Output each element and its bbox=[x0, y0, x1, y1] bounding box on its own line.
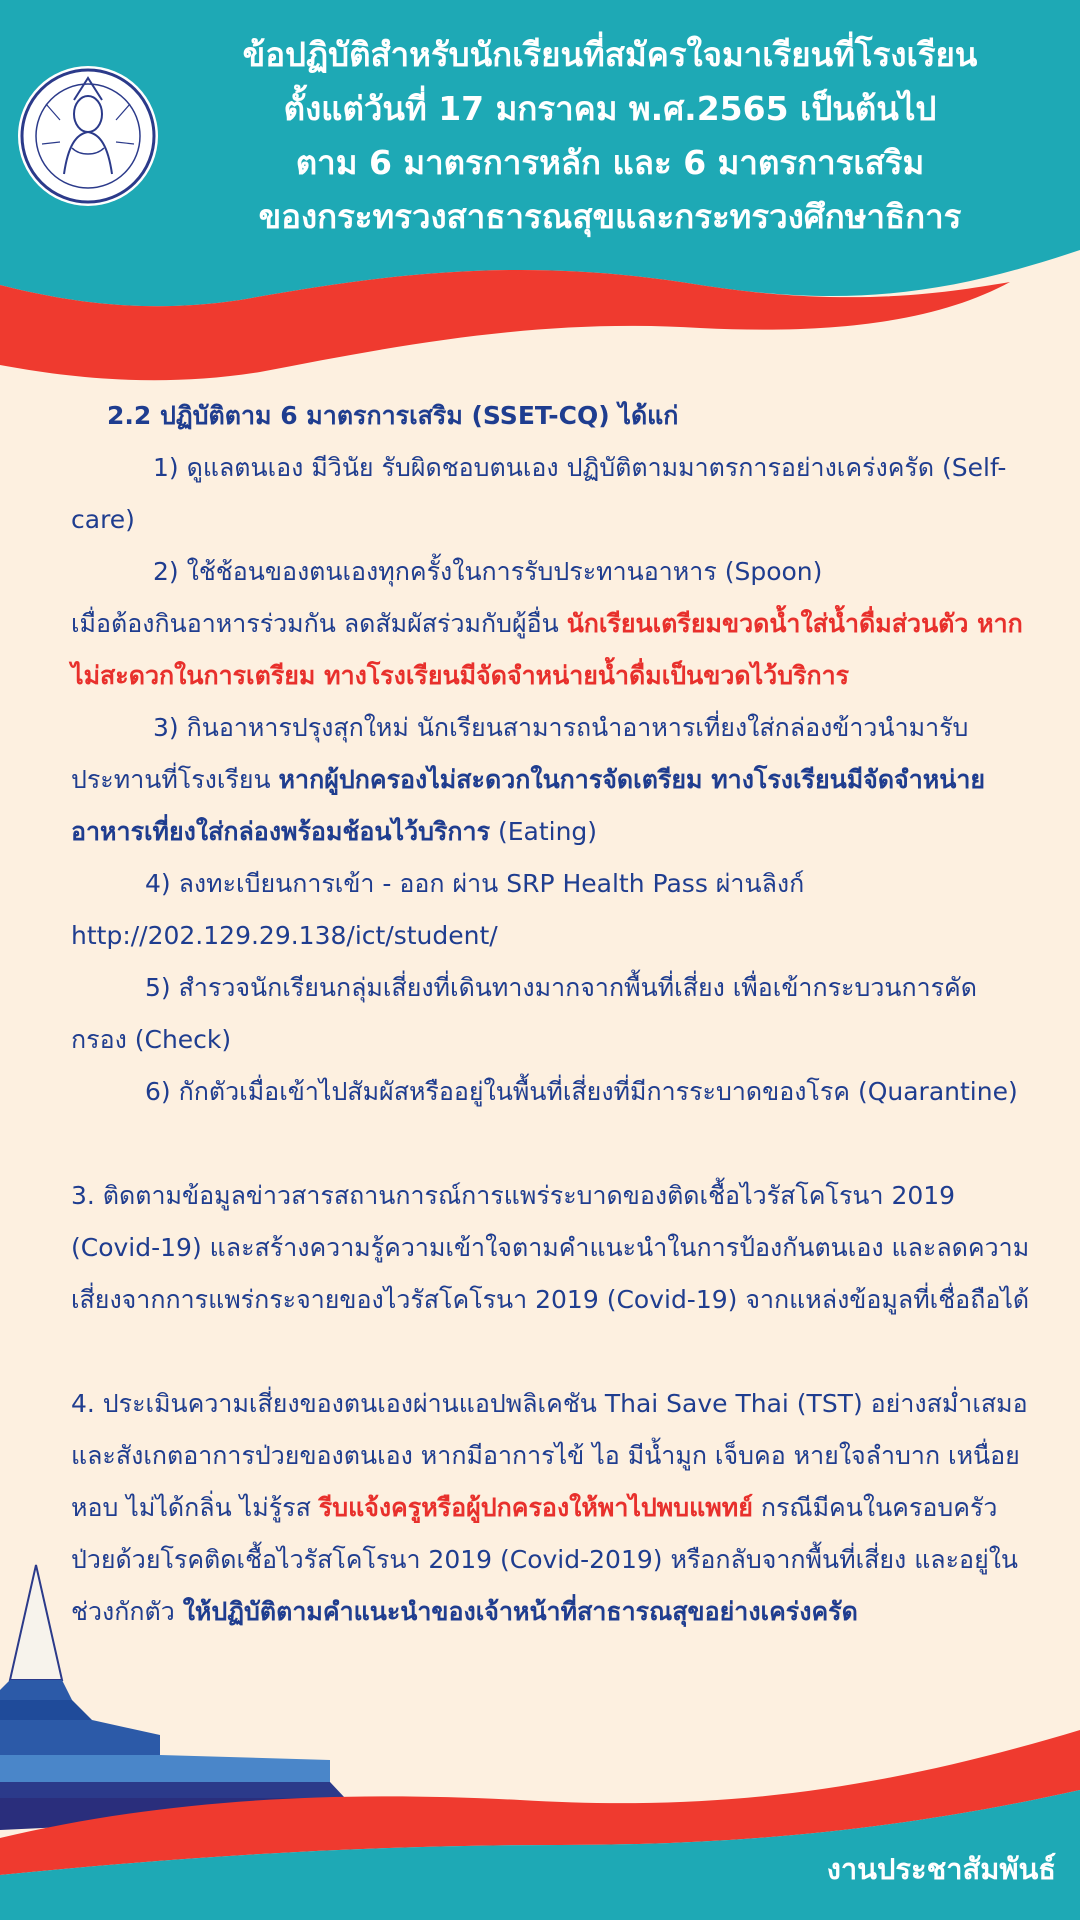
page-title bbox=[160, 28, 1060, 244]
section-4-text-a: 4. ประเมินความเสี่ยงของตนเองผ่านแอปพลิเคชัน Thai Save Thai (TST) อย่างสม่ำเสมอ และสังเกตอาการป่วยของตนเอง หากมีอาการไข้ ไอ มีน้ำมูก เจ็บคอ หายใจลำบาก เหนื่อยหอบ ไม่ได้กลิ่น ไม่รู้รส bbox=[71, 1389, 1028, 1522]
measure-3-highlight: หากผู้ปกครองไม่สะดวกในการจัดเตรียม ทางโรงเรียนมีจัดจำหน่ายอาหารเที่ยงใส่กล่องพร้อมช้อนไว้บริการ bbox=[71, 765, 986, 846]
measure-2-spoon-detail bbox=[71, 598, 1031, 702]
section-4-paragraph bbox=[71, 1378, 1031, 1638]
measure-3-text: 3) กินอาหารปรุงสุกใหม่ นักเรียนสามารถนำอาหารเที่ยงใส่กล่องข้าวนำมารับประทานที่โรงเรียน bbox=[71, 713, 969, 794]
measure-2-text: เมื่อต้องกินอาหารร่วมกัน ลดสัมผัสร่วมกับผู้อื่น bbox=[71, 609, 567, 638]
section-4-instruction: ให้ปฏิบัติตามคำแนะนำของเจ้าหน้าที่สาธารณสุขอย่างเคร่งครัด bbox=[182, 1597, 858, 1626]
section-4-text-b: กรณีมีคนในครอบครัวป่วยด้วยโรคติดเชื้อไวรัสโคโรนา 2019 (Covid-2019) หรือกลับจากพื้นที่เสี่ยง และอยู่ในช่วงกักตัว bbox=[71, 1493, 1019, 1626]
section-3-paragraph: 3. ติดตามข้อมูลข่าวสารสถานการณ์การแพร่ระบาดของติดเชื้อไวรัสโคโรนา 2019 (Covid-19) และสร้างความรู้ความเข้าใจตามคำแนะนำในการป้องกันตนเอง และลดความเสี่ยงจากการแพร่กระจายของไวรัสโคโรนา 2019 (Covid-19) จากแหล่งข้อมูลที่เชื่อถือได้ bbox=[71, 1181, 1030, 1314]
measure-5-check: 5) สำรวจนักเรียนกลุ่มเสี่ยงที่เดินทางมากจากพื้นที่เสี่ยง เพื่อเข้ากระบวนการคัดกรอง (Check) bbox=[71, 973, 978, 1054]
section-4-warning: รีบแจ้งครูหรือผู้ปกครองให้พาไปพบแพทย์ bbox=[318, 1493, 753, 1522]
measure-3-tag: (Eating) bbox=[490, 817, 598, 846]
measure-2-spoon-heading: 2) ใช้ช้อนของตนเองทุกครั้งในการรับประทานอาหาร (Spoon) bbox=[153, 557, 823, 586]
measure-2-highlight: นักเรียนเตรียมขวดน้ำใส่น้ำดื่มส่วนตัว หากไม่สะดวกในการเตรียม ทางโรงเรียนมีจัดจำหน่ายน้ำดื่มเป็นขวดไว้บริการ bbox=[71, 609, 1023, 690]
title-line-4: ของกระทรวงสาธารณสุขและกระทรวงศึกษาธิการ bbox=[258, 197, 962, 236]
spacer bbox=[71, 1118, 1031, 1170]
school-seal-logo bbox=[16, 64, 160, 208]
title-line-1: ข้อปฏิบัติสำหรับนักเรียนที่สมัครใจมาเรียนที่โรงเรียน bbox=[242, 35, 978, 74]
measure-3-eating bbox=[71, 702, 1031, 858]
title-line-2: ตั้งแต่วันที่ 17 มกราคม พ.ศ.2565 เป็นต้นไป bbox=[283, 89, 937, 128]
measure-1-self-care: 1) ดูแลตนเอง มีวินัย รับผิดชอบตนเอง ปฏิบัติตามมาตรการอย่างเคร่งครัด (Self-care) bbox=[71, 453, 1007, 534]
section-2-2-heading: 2.2 ปฏิบัติตาม 6 มาตรการเสริม (SSET-CQ) ได้แก่ bbox=[107, 401, 679, 430]
title-line-3: ตาม 6 มาตรการหลัก และ 6 มาตรการเสริม bbox=[295, 143, 925, 182]
health-pass-link[interactable]: http://202.129.29.138/ict/student/ bbox=[71, 921, 498, 950]
footer-label: งานประชาสัมพันธ์ bbox=[826, 1852, 1056, 1886]
spacer bbox=[71, 1326, 1031, 1378]
measure-6-quarantine: 6) กักตัวเมื่อเข้าไปสัมผัสหรืออยู่ในพื้นที่เสี่ยงที่มีการระบาดของโรค (Quarantine) bbox=[145, 1077, 1018, 1106]
main-content bbox=[71, 390, 1031, 1638]
measure-4-health-pass: 4) ลงทะเบียนการเข้า - ออก ผ่าน SRP Health Pass ผ่านลิงก์ bbox=[145, 869, 805, 898]
